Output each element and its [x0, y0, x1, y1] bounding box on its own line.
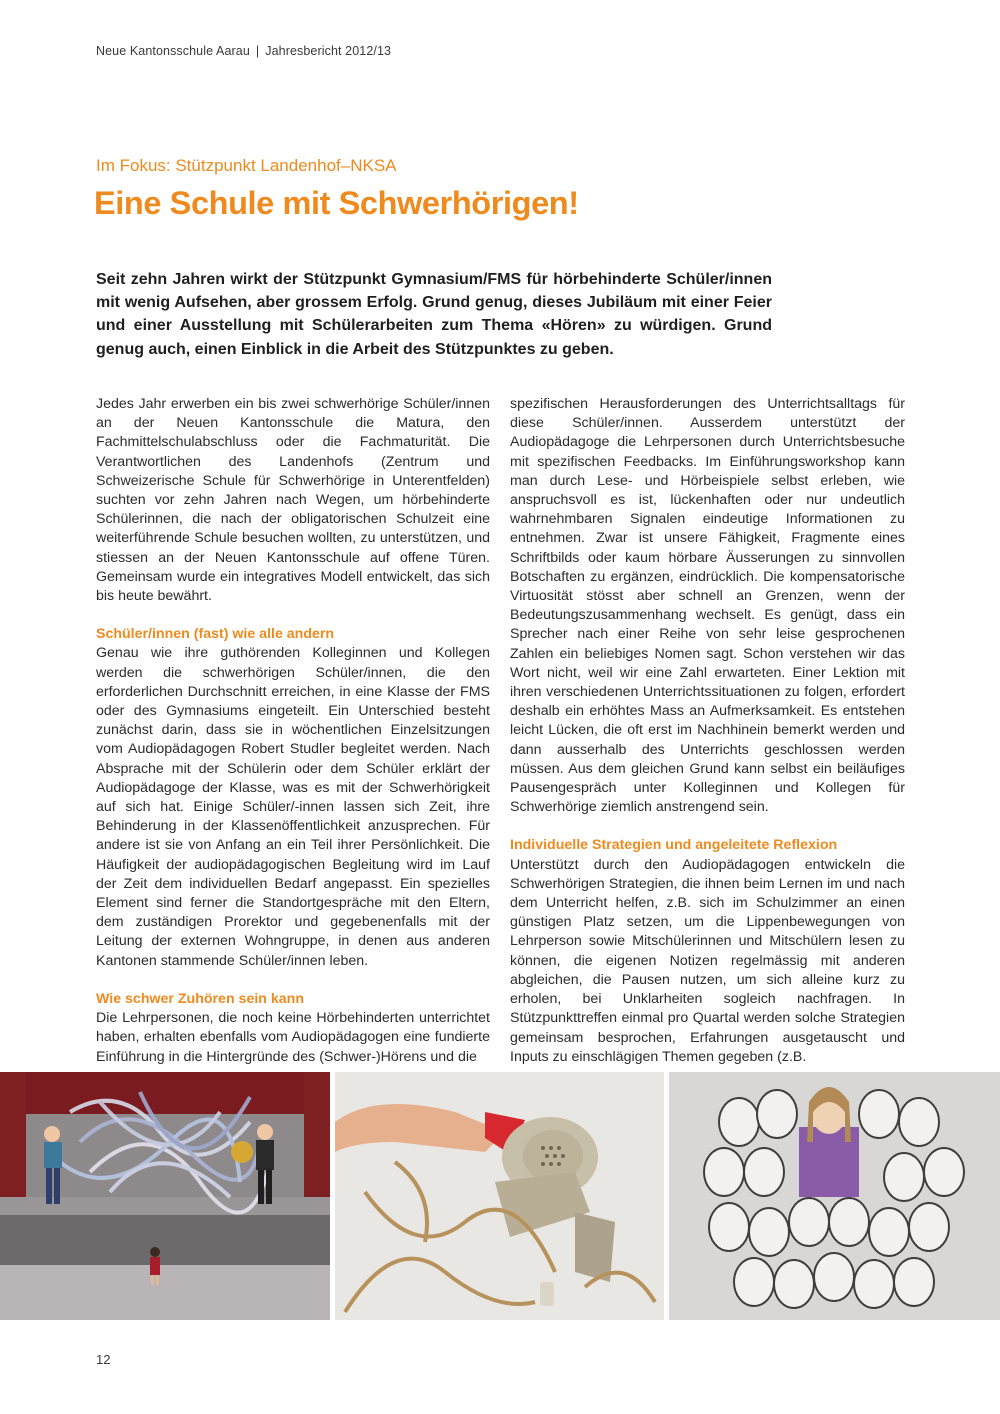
article-kicker: Im Fokus: Stützpunkt Landenhof–NKSA [96, 156, 397, 175]
paragraph: Jedes Jahr erwerben ein bis zwei schwerhörige Schüler/innen an der Neuen Kantonsschule die Matura, den Fachmittelschulabschluss oder die Fachmaturität. Die Verantwortlichen des Landenhofs (Zentrum und Schweizerische Schule für Schwerhörige in Unterentfelden) suchten vor zehn Jahren nach Wegen, um hörbehinderte Schülerinnen, die nach der obligatorischen Schulzeit eine weiterführende Schule besuchen wollten, zu unterstützen, und stiessen an der Neuen Kantonsschule auf offene Türen. Gemeinsam wurde ein integratives Modell entwickelt, das sich bis heute bewährt. [96, 396, 490, 605]
running-header [96, 44, 391, 58]
header-school: Neue Kantonsschule Aarau [96, 44, 250, 58]
paragraph: Genau wie ihre guthörenden Kolleginnen und Kollegen werden die schwerhörigen Schüler/innen, die den erforderlichen Durchschnitt erreichen, in eine Klasse der FMS oder des Gymnasiums eingeteilt. Ein Unterschied besteht zunächst darin, dass sie in wöchentlichen Einzelsitzungen vom Audiopädagogen Robert Studler begleitet werden. Nach Absprache mit der Schülerin oder dem Schüler erklärt der Audiopädagoge der Klasse, was es mit der Schwerhörigkeit auf sich hat. Einige Schüler/-innen lassen sich Zeit, ihre Behinderung in der Klassenöffentlichkeit anzusprechen. Für andere ist sie von Anfang an ein Teil ihrer Persönlichkeit. Die Häufigkeit der audiopädagogischen Begleitung wird im Lauf der Zeit dem individuellen Bedarf angepasst. Ein spezielles Element sind ferner die Standortgespräche mit den Eltern, dem zuständigen Prorektor und gegebenenfalls mit der Leitung der externen Wohngruppe, in denen aus anderen Kantonen stammende Schüler/innen leben. [96, 645, 490, 969]
header-report: Jahresbericht 2012/13 [265, 44, 392, 58]
paragraph: spezifischen Herausforderungen des Unterrichtsalltags für diese Schüler/innen. Ausserdem unterstützt der Audiopädagoge die Lehrpersonen durch Unterrichtsbesuche mit spezifischen Feedbacks. Im Einführungsworkshop kann man durch Lese- und Hörbeispiele selbst erleben, wie anspruchsvoll es ist, lückenhaften oder nur undeutlich wahrnehmbaren Signalen eindeutige Informationen zu entnehmen. Zwar ist unsere Fähigkeit, Fragmente eines Schriftbilds oder kaum hörbare Äusserungen zu sinnvollen Botschaften zu ergänzen, eindrücklich. Die kompensatorische Virtuosität stösst aber schnell an Grenzen, wenn der Bedeutungszusammenhang wechselt. Es genügt, dass ein Sprecher nach einer Reihe von sehr leise gesprochenen Zahlen ein beliebiges Nomen sagt. Schon verstehen wir das Wort nicht, weil wir eine Zahl erwarteten. Einer Lektion mit ihren verschiedenen Unterrichtssituationen zu folgen, erfordert deshalb ein erhöhtes Mass an Aufmerksamkeit. Es entstehen leicht Lücken, die oft erst im Nachhinein bemerkt werden und dann ausserhalb des Unterrichts geschlossen werden müssen. Aus dem gleichen Grund kann selbst ein beiläufiges Pausengespräch unter Kolleginnen und Kollegen für Schwerhörige ziemlich anstrengend sein. [510, 396, 905, 816]
text-column-left [96, 395, 490, 1067]
article-title: Eine Schule mit Schwerhörigen! [94, 185, 579, 221]
photo-stage-painting [0, 1072, 330, 1320]
photo-hairdryer [335, 1072, 664, 1320]
text-column-right [510, 395, 905, 1067]
page-number: 12 [96, 1352, 111, 1367]
article-lead: Seit zehn Jahren wirkt der Stützpunkt Gymnasium/FMS für hörbehinderte Schüler/innen mit wenig Aufsehen, aber grossem Erfolg. Grund genug, dieses Jubiläum mit einer Feier und einer Ausstellung mit Schülerarbeiten zum Thema «Hören» zu würdigen. Grund genug auch, einen Einblick in die Arbeit des Stützpunktes zu geben. [96, 271, 772, 358]
paragraph: Die Lehrpersonen, die noch keine Hörbehinderten unterrichtet haben, erhalten ebenfalls vom Audiopädagogen eine fundierte Einführung in die Hintergründe des (Schwer-)Hörens und die [96, 1010, 490, 1065]
section-heading: Wie schwer Zuhören sein kann [96, 990, 305, 1007]
header-separator: | [255, 44, 260, 58]
section-heading: Individuelle Strategien und angeleitete Reflexion [510, 837, 838, 854]
section-heading: Schüler/innen (fast) wie alle andern [96, 626, 335, 643]
photo-strip [0, 1072, 1000, 1320]
paragraph: Unterstützt durch den Audiopädagogen entwickeln die Schwerhörigen Strategien, die ihnen beim Lernen im und nach dem Unterricht helfen, z.B. sich im Schulzimmer an einen günstigen Platz setzen, um die Lippenbewegungen von Lehrperson sowie Mitschülerinnen und Mitschülern lesen zu können, die eigenen Notizen regelmässig mit anderen abgleichen, die Pausen nutzen, um sich alleine kurz zu erholen, bei Unklarheiten sogleich nachfragen. In Stützpunkttreffen einmal pro Quartal werden solche Strategien gemeinsam besprochen, Erfahrungen ausgetauscht und Inputs zu einschlägigen Themen gegeben (z.B. [510, 856, 905, 1065]
photo-faces-drawing [669, 1072, 1000, 1320]
